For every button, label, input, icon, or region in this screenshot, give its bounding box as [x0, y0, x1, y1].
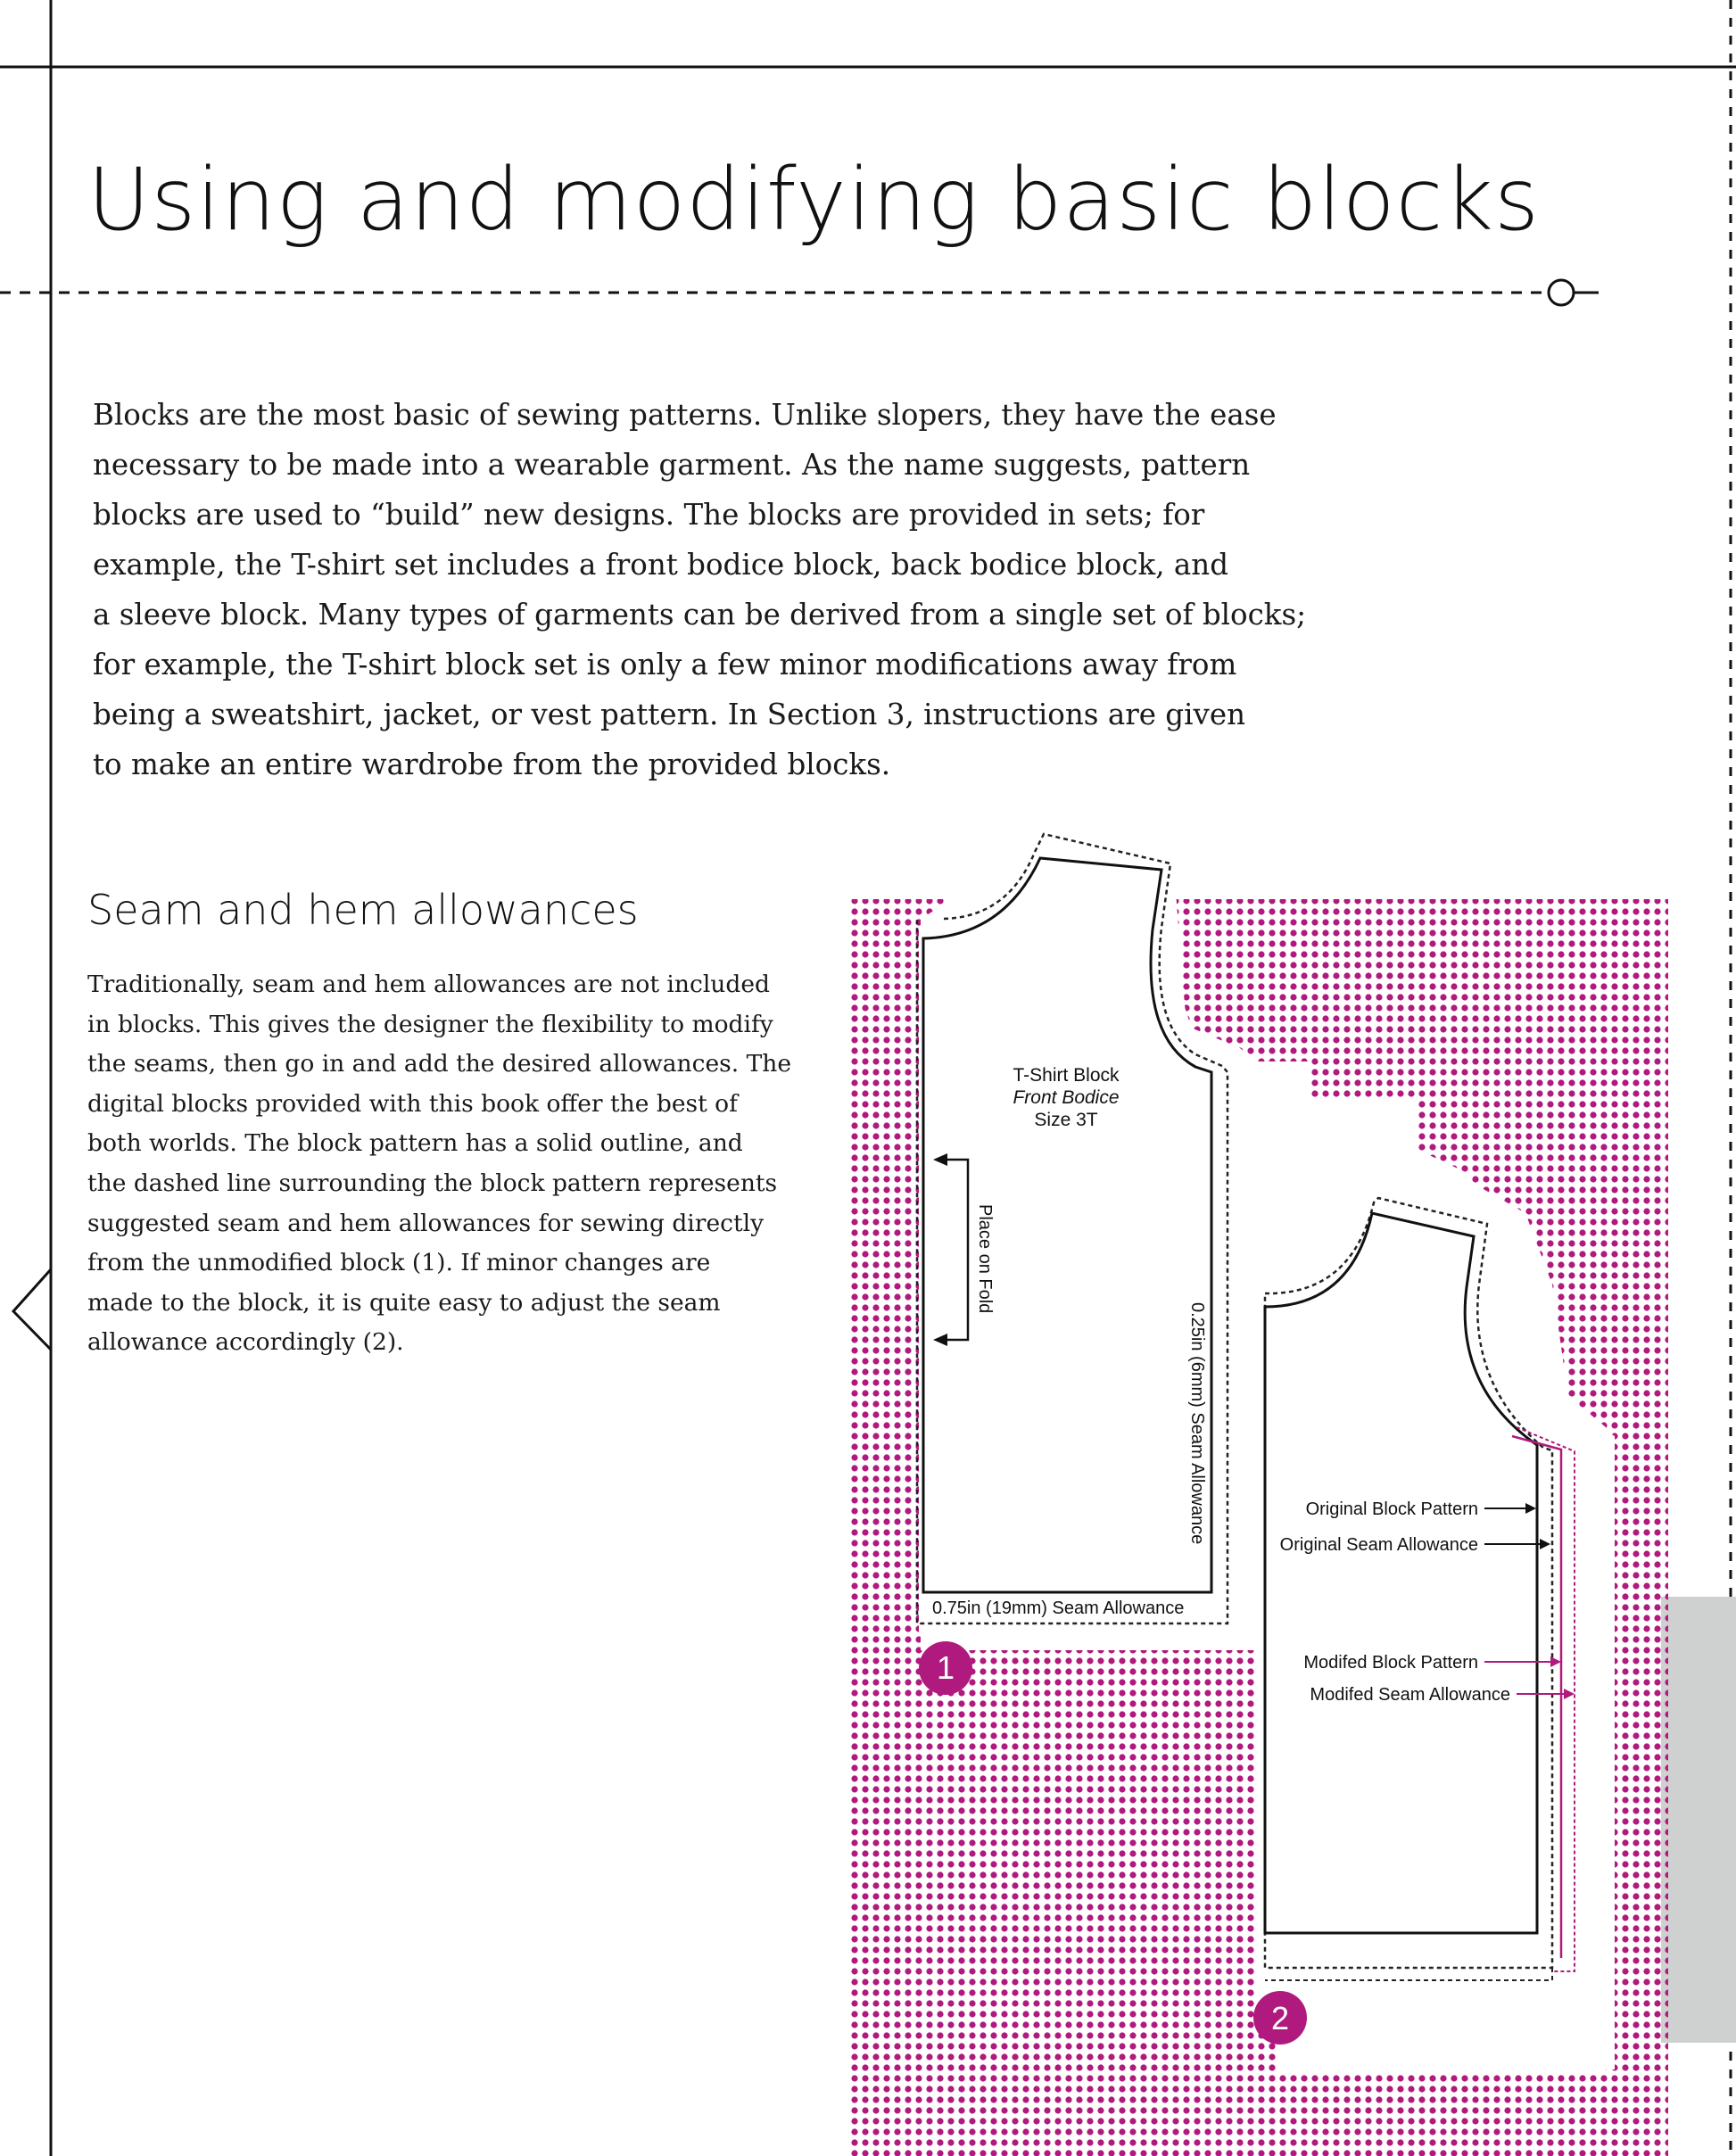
intro-line: Blocks are the most basic of sewing patterns. Unlike slopers, they have the ease — [93, 398, 1277, 432]
intro-line: to make an entire wardrobe from the provided blocks. — [93, 748, 891, 781]
intro-line: necessary to be made into a wearable garment. As the name suggests, pattern — [93, 448, 1251, 482]
legend-modified-block: Modifed Block Pattern — [1303, 1653, 1478, 1673]
section-line: suggested seam and hem allowances for sewing directly — [87, 1209, 765, 1237]
step1-number: 1 — [936, 1649, 955, 1686]
section-line: Traditionally, seam and hem allowances are not included — [87, 971, 770, 998]
hem-label: 0.75in (19mm) Seam Allowance — [932, 1598, 1185, 1618]
step2-number: 2 — [1270, 2000, 1290, 2036]
intro-line: blocks are used to “build” new designs. The blocks are provided in sets; for — [93, 498, 1205, 532]
section-heading: Seam and hem allowances — [87, 886, 639, 934]
block-size: Size 3T — [1034, 1110, 1098, 1130]
section-line: made to the block, it is quite easy to adjust the seam — [87, 1288, 721, 1317]
intro-line: example, the T-shirt set includes a front bodice block, back bodice block, and — [93, 548, 1229, 582]
intro-line: a sleeve block. Many types of garments can be derived from a single set of blocks; — [93, 598, 1307, 632]
section-line: allowance accordingly (2). — [87, 1328, 404, 1357]
intro-paragraph — [93, 390, 1307, 789]
legend-modified-seam: Modifed Seam Allowance — [1310, 1685, 1510, 1705]
section-line: in blocks. This gives the designer the flexibility to modify — [87, 1010, 773, 1038]
place-on-fold-label: Place on Fold — [975, 1204, 995, 1314]
section-paragraph — [87, 965, 792, 1363]
legend-original-seam: Original Seam Allowance — [1279, 1535, 1478, 1555]
side-tab — [1661, 1597, 1736, 2043]
block-title: T-Shirt Block — [1013, 1065, 1120, 1086]
section-line: digital blocks provided with this book offer the best of — [87, 1089, 738, 1118]
title-rule-ring — [1549, 280, 1574, 305]
left-notch-mark — [13, 1269, 51, 1350]
legend-original-block: Original Block Pattern — [1305, 1499, 1478, 1519]
side-seam-label: 0.25in (6mm) Seam Allowance — [1187, 1302, 1207, 1545]
intro-line: being a sweatshirt, jacket, or vest pattern. In Section 3, instructions are given — [93, 698, 1246, 731]
section-line: the dashed line surrounding the block pattern represents — [87, 1169, 778, 1197]
section-line: the seams, then go in and add the desired allowances. The — [87, 1050, 792, 1078]
page-title: Using and modifying basic blocks — [87, 150, 1540, 250]
intro-line: for example, the T-shirt block set is only a few minor modifications away from — [93, 648, 1237, 681]
section-line: from the unmodified block (1). If minor changes are — [87, 1249, 711, 1277]
pattern-figure — [839, 821, 1668, 2156]
block-piece: Front Bodice — [1013, 1087, 1120, 1108]
section-line: both worlds. The block pattern has a solid outline, and — [87, 1129, 743, 1158]
